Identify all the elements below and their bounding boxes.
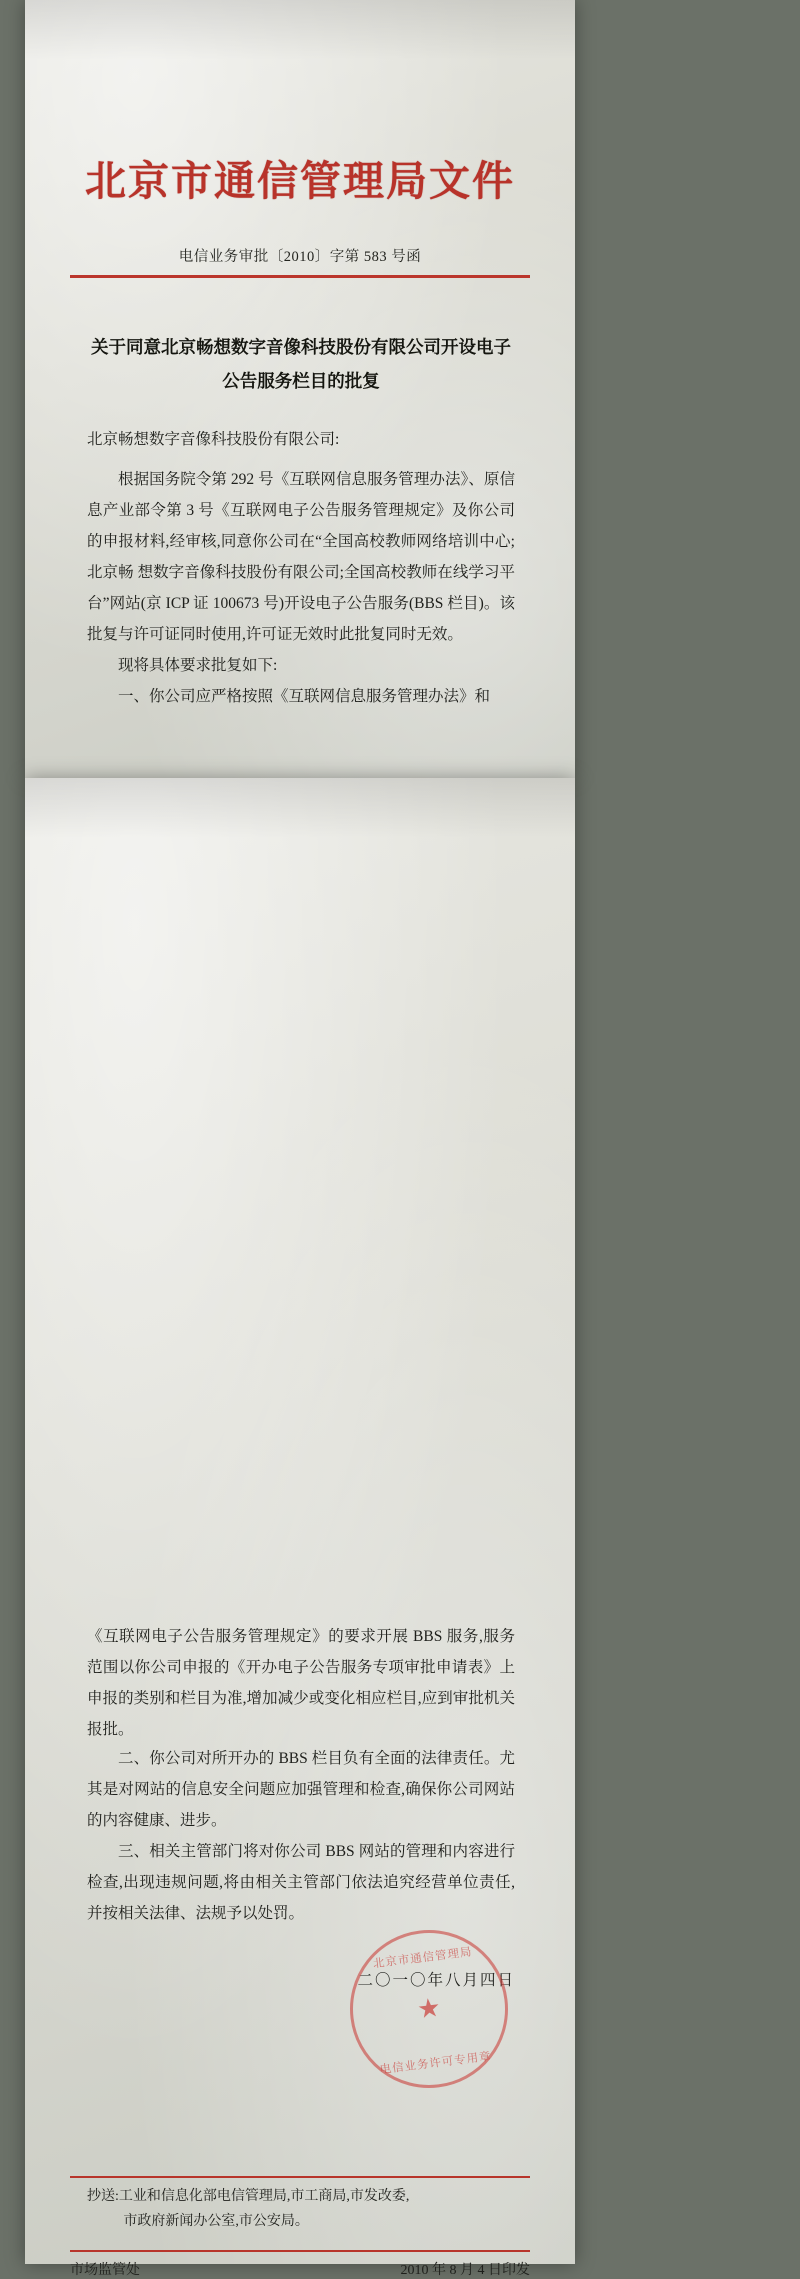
requirement-item-1: 一、你公司应严格按照《互联网信息服务管理办法》和 xyxy=(118,688,491,705)
requirement-item-2: 二、你公司对所开办的 BBS 栏目负有全面的法律责任。尤其是对网站的信息安全问题应加强管理和检查,确保你公司网站的内容健康、进步。 xyxy=(87,1750,515,1829)
document-subject: 关于同意北京畅想数字音像科技股份有限公司开设电子公告服务栏目的批复 xyxy=(91,337,511,391)
document-title: 北京市通信管理局文件 xyxy=(85,158,515,204)
footer-bottom-row xyxy=(70,2259,530,2279)
paper-shadow-bottom xyxy=(25,778,575,838)
salutation: 北京畅想数字音像科技股份有限公司: xyxy=(87,431,340,448)
seal-bottom-text: 电信业务许可专用章 xyxy=(379,2050,493,2077)
requirement-item-3: 三、相关主管部门将对你公司 BBS 网站的管理和内容进行检查,出现违规问题,将由相关主管部门依法追究经营单位责任,并按相关法律、法规予以处罚。 xyxy=(87,1843,515,1922)
paragraph-1: 根据国务院令第 292 号《互联网信息服务管理办法》、原信息产业部令第 3 号《互联网电子公告服务管理规定》及你公司的申报材料,经审核,同意你公司在“全国高校教师网络培训中心;北京畅 想数字音像科技股份有限公司;全国高校教师在线学习平台”网站(京 ICP 证 100673 号)开设电子公告服务(BBS 栏目)。该批复与许可证同时使用,许可证无效时此批复同时无效。 xyxy=(87,471,515,643)
paper-shadow-top xyxy=(25,0,575,60)
paragraph-2: 现将具体要求批复如下: xyxy=(118,657,278,674)
document-page-top xyxy=(25,0,575,778)
footer-cc-block xyxy=(87,2184,515,2234)
footer-cc-line-2: 市政府新闻办公室,市公安局。 xyxy=(123,2214,309,2229)
footer-rule-top xyxy=(70,2176,530,2178)
document-page-bottom xyxy=(25,778,575,2278)
requirement-item-1-continued: 《互联网电子公告服务管理规定》的要求开展 BBS 服务,服务范围以你公司申报的《开办电子公告服务专项审批申请表》上申报的类别和栏目为准,增加减少或变化相应栏目,应到审批机关报批。 xyxy=(87,1628,515,1738)
footer-cc-line-1: 工业和信息化部电信管理局,市工商局,市发改委, xyxy=(118,2189,410,2204)
official-seal-stamp-icon xyxy=(341,1921,517,2097)
footer-issuer: 市场监管处 xyxy=(70,2263,140,2278)
footer-cc-label: 抄送: xyxy=(87,2189,119,2204)
seal-top-text: 北京市通信管理局 xyxy=(372,1946,474,1971)
footer-rule-bottom xyxy=(70,2250,530,2252)
document-number: 电信业务审批〔2010〕字第 583 号函 xyxy=(178,249,422,265)
seal-star-icon: ★ xyxy=(415,1992,443,2025)
header-red-rule xyxy=(70,275,530,278)
signature-date: 二〇一〇年八月四日 xyxy=(357,1972,515,1989)
footer-issue-date: 2010 年 8 月 4 日印发 xyxy=(400,2263,530,2278)
